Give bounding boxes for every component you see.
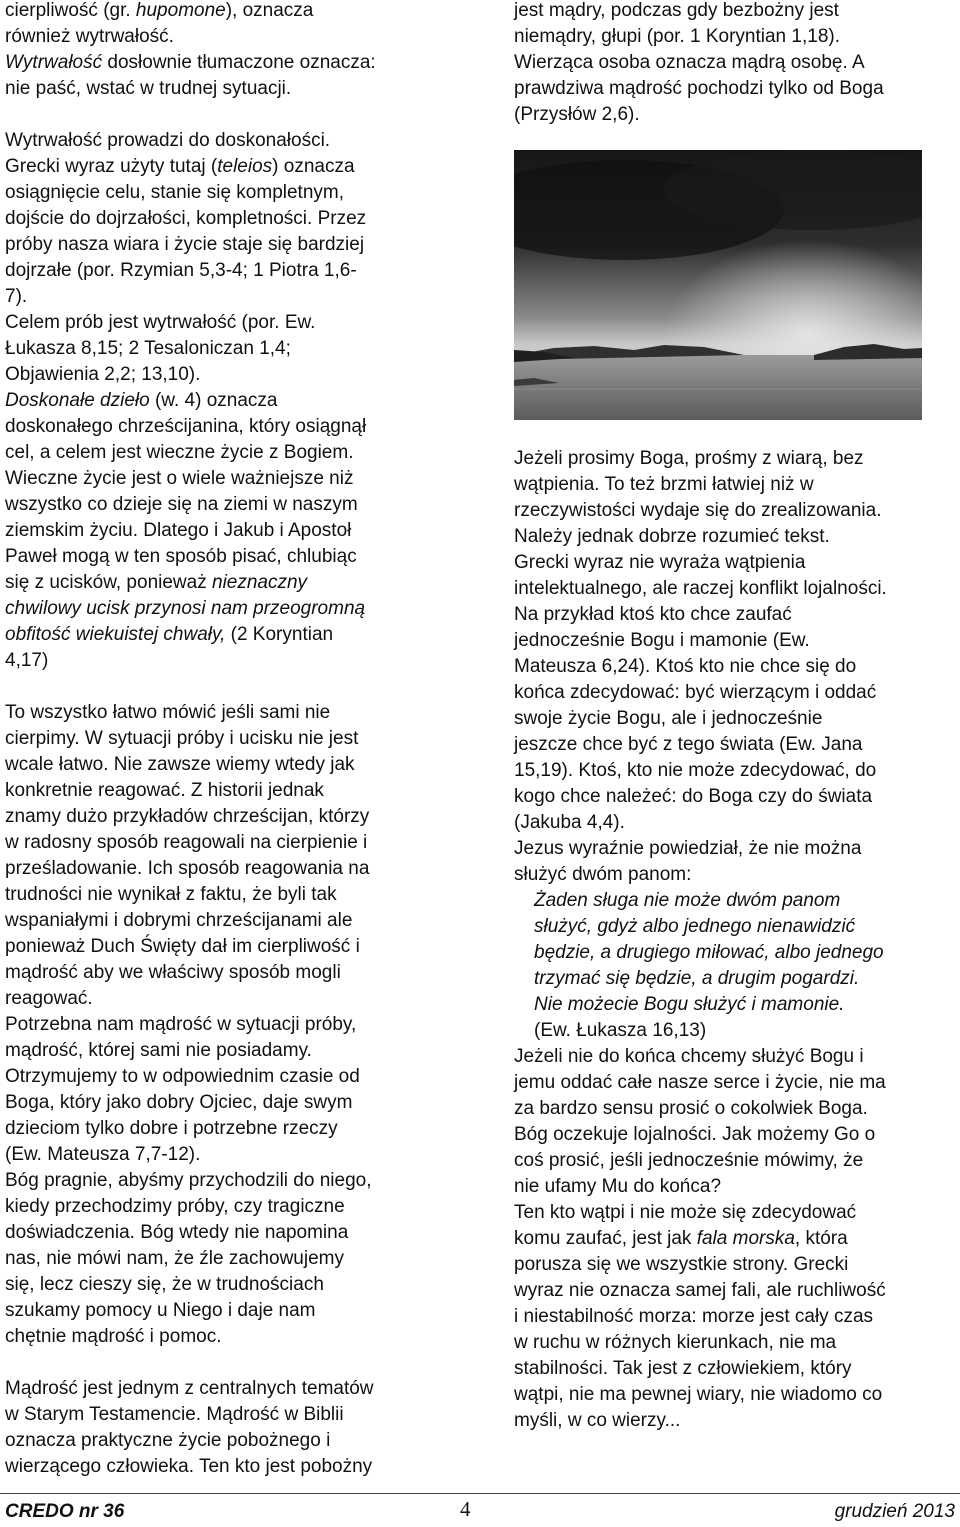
text-run: jemu oddać całe nasze serce i życie, nie ma	[514, 1072, 886, 1093]
text-run: dzieciom tylko dobre i potrzebne rzeczy	[5, 1118, 338, 1139]
text-line	[5, 1116, 445, 1142]
text-run: doświadczenia. Bóg wtedy nie napomina	[5, 1222, 349, 1243]
italic-text-run: fala morska	[696, 1228, 795, 1249]
text-line	[514, 732, 954, 758]
text-line	[514, 550, 954, 576]
text-run: wątpienia. To też brzmi łatwiej niż w	[514, 474, 814, 495]
text-line	[5, 986, 445, 1012]
text-run: (Ew. Łukasza 16,13)	[534, 1020, 707, 1041]
text-line	[5, 570, 445, 596]
text-run: , która	[794, 1228, 848, 1249]
text-run: Otrzymujemy to w odpowiednim czasie od	[5, 1066, 360, 1087]
text-run: Bóg oczekuje lojalności. Jak możemy Go o	[514, 1124, 876, 1145]
text-run: Łukasza 8,15; 2 Tesaloniczan 1,4;	[5, 338, 291, 359]
text-run: za bardzo sensu prosić o cokolwiek Boga.	[514, 1098, 868, 1119]
text-line	[5, 752, 445, 778]
text-run: Należy jednak dobrze rozumieć tekst.	[514, 526, 830, 547]
text-line	[5, 362, 445, 388]
text-run: (Jakuba 4,4).	[514, 812, 625, 833]
text-line	[514, 1122, 954, 1148]
text-run: Ten kto wątpi i nie może się zdecydować	[514, 1202, 857, 1223]
text-line	[514, 992, 954, 1018]
text-line	[514, 1304, 954, 1330]
text-line	[5, 310, 445, 336]
text-run: Grecki wyraz nie wyraża wątpienia	[514, 552, 806, 573]
text-run: komu zaufać, jest jak	[514, 1228, 697, 1249]
text-run: Celem prób jest wytrwałość (por. Ew.	[5, 312, 316, 333]
text-line	[5, 154, 445, 180]
text-line	[5, 700, 445, 726]
text-run: jednocześnie Bogu i mamonie (Ew.	[514, 630, 810, 651]
text-run: służyć dwóm panom:	[514, 864, 692, 885]
text-line	[5, 414, 445, 440]
text-line	[514, 836, 954, 862]
text-line	[514, 1252, 954, 1278]
text-line	[5, 1142, 445, 1168]
italic-text-run: Doskonałe dzieło	[5, 390, 150, 411]
right-column-top-text	[514, 0, 954, 128]
text-run: końca zdecydować: być wierzącym i oddać	[514, 682, 877, 703]
text-run: Paweł mogą w ten sposób pisać, chlubiąc	[5, 546, 357, 567]
text-run: kiedy przechodzimy próby, czy tragiczne	[5, 1196, 345, 1217]
text-run: konkretnie reagować. Z historii jednak	[5, 780, 324, 801]
text-run: To wszystko łatwo mówić jeśli sami nie	[5, 702, 331, 723]
text-run: się z ucisków, ponieważ	[5, 572, 212, 593]
text-line	[514, 1278, 954, 1304]
text-line	[5, 544, 445, 570]
italic-text-run: Wytrwałość	[5, 52, 103, 73]
text-line	[5, 1090, 445, 1116]
text-line	[5, 232, 445, 258]
text-run: 15,19). Ktoś, kto nie może zdecydować, do	[514, 760, 877, 781]
text-line	[5, 830, 445, 856]
text-line	[5, 908, 445, 934]
text-line	[5, 804, 445, 830]
text-line	[514, 1330, 954, 1356]
text-run: swoje życie Bogu, ale i jednocześnie	[514, 708, 823, 729]
text-line	[5, 440, 445, 466]
text-run: niemądry, głupi (por. 1 Koryntian 1,18).	[514, 26, 840, 47]
text-line	[514, 76, 954, 102]
text-line	[514, 758, 954, 784]
text-line	[514, 628, 954, 654]
text-line	[5, 1168, 445, 1194]
text-line	[514, 654, 954, 680]
text-run: oznacza praktyczne życie pobożnego i	[5, 1430, 331, 1451]
text-run: reagować.	[5, 988, 93, 1009]
text-run: w ruchu w różnych kierunkach, nie ma	[514, 1332, 837, 1353]
text-line	[514, 446, 954, 472]
text-run: Wierząca osoba oznacza mądrą osobę. A	[514, 52, 865, 73]
paragraph-gap	[5, 102, 445, 128]
text-line	[514, 1044, 954, 1070]
text-run: cierpimy. W sytuacji próby i ucisku nie jest	[5, 728, 359, 749]
text-run: Jeżeli nie do końca chcemy służyć Bogu i	[514, 1046, 864, 1067]
italic-text-run: Żaden sługa nie może dwóm panom	[534, 890, 841, 911]
text-line	[514, 1070, 954, 1096]
text-line	[5, 1324, 445, 1350]
text-line	[514, 1174, 954, 1200]
text-line	[5, 1038, 445, 1064]
text-line	[5, 466, 445, 492]
text-run: mądrość, której sami nie posiadamy.	[5, 1040, 312, 1061]
italic-text-run: obfitość wiekuistej chwały,	[5, 624, 226, 645]
page-footer	[0, 1493, 960, 1527]
text-run: (2 Koryntian	[225, 624, 334, 645]
text-run: 4,17)	[5, 650, 49, 671]
text-run: osiągnięcie celu, stanie się kompletnym,	[5, 182, 345, 203]
text-line	[514, 914, 954, 940]
text-run: wierzącego człowieka. Ten kto jest pobożny	[5, 1456, 373, 1477]
text-line	[514, 0, 954, 24]
text-line	[514, 706, 954, 732]
text-run: w radosny sposób reagowali na cierpienie i	[5, 832, 368, 853]
text-line	[514, 524, 954, 550]
paragraph-gap	[5, 1350, 445, 1376]
italic-text-run: teleios	[217, 156, 273, 177]
text-line	[5, 518, 445, 544]
text-run: myśli, w co wierzy...	[514, 1410, 681, 1431]
text-line	[5, 856, 445, 882]
italic-text-run: chwilowy ucisk przynosi nam przeogromną	[5, 598, 366, 619]
text-run: cierpliwość (gr.	[5, 0, 136, 21]
text-line	[5, 622, 445, 648]
text-run: Potrzebna nam mądrość w sytuacji próby,	[5, 1014, 357, 1035]
text-run: (w. 4) oznacza	[149, 390, 278, 411]
text-line	[5, 492, 445, 518]
text-run: cel, a celem jest wieczne życie z Bogiem.	[5, 442, 354, 463]
text-run: w Starym Testamencie. Mądrość w Biblii	[5, 1404, 344, 1425]
text-line	[5, 934, 445, 960]
text-run: wspaniałymi i dobrymi chrześcijanami ale	[5, 910, 353, 931]
text-line	[514, 862, 954, 888]
text-line	[514, 498, 954, 524]
text-line	[5, 284, 445, 310]
text-run: prawdziwa mądrość pochodzi tylko od Boga	[514, 78, 884, 99]
text-run: próby nasza wiara i życie staje się bardziej	[5, 234, 365, 255]
text-run: stabilności. Tak jest z człowiekiem, który	[514, 1358, 852, 1379]
text-line	[514, 472, 954, 498]
text-line	[5, 1220, 445, 1246]
text-line	[5, 1454, 445, 1480]
text-run: coś prosić, jeśli jednocześnie mówimy, że	[514, 1150, 864, 1171]
text-line	[5, 336, 445, 362]
text-run: ) oznacza	[272, 156, 355, 177]
footer-date: grudzień 2013	[834, 1501, 955, 1522]
text-run: intelektualnego, ale raczej konflikt lojalności.	[514, 578, 887, 599]
text-line	[5, 50, 445, 76]
text-line	[5, 128, 445, 154]
text-run: trudności nie wynikał z faktu, że byli tak	[5, 884, 337, 905]
text-run: Wytrwałość prowadzi do doskonałości.	[5, 130, 331, 151]
text-run: dosłownie tłumaczone oznacza:	[102, 52, 376, 73]
text-run: chętnie mądrość i pomoc.	[5, 1326, 222, 1347]
text-run: Wieczne życie jest o wiele ważniejsze niż	[5, 468, 354, 489]
text-line	[5, 1012, 445, 1038]
text-run: i niestabilność morza: morze jest cały czas	[514, 1306, 874, 1327]
text-run: Grecki wyraz użyty tutaj (	[5, 156, 218, 177]
text-line	[5, 258, 445, 284]
text-run: Jeżeli prosimy Boga, prośmy z wiarą, bez	[514, 448, 864, 469]
text-run: Objawienia 2,2; 13,10).	[5, 364, 201, 385]
italic-text-run: służyć, gdyż albo jednego nienawidzić	[534, 916, 856, 937]
text-run: porusza się we wszystkie strony. Grecki	[514, 1254, 849, 1275]
text-line	[5, 1428, 445, 1454]
text-line	[5, 1376, 445, 1402]
text-run: (Ew. Mateusza 7,7-12).	[5, 1144, 201, 1165]
italic-text-run: nieznaczny	[212, 572, 308, 593]
paragraph-gap	[5, 674, 445, 700]
text-line	[5, 726, 445, 752]
text-run: znamy dużo przykładów chrześcijan, którzy	[5, 806, 370, 827]
italic-text-run: hupomone	[135, 0, 226, 21]
text-line	[514, 888, 954, 914]
text-line	[5, 1246, 445, 1272]
footer-page-number: 4	[460, 1497, 471, 1521]
text-run: 7).	[5, 286, 28, 307]
text-line	[514, 784, 954, 810]
text-line	[514, 50, 954, 76]
footer-magazine-name: CREDO nr 36	[5, 1501, 125, 1522]
italic-text-run: trzymać się będzie, a drugim pogardzi.	[534, 968, 860, 989]
text-line	[514, 1226, 954, 1252]
right-column-bottom-text	[514, 446, 954, 1434]
text-line	[514, 24, 954, 50]
text-run: wszystko co dzieje się na ziemi w naszym	[5, 494, 358, 515]
text-run: rzeczywistości wydaje się do zrealizowania.	[514, 500, 882, 521]
text-line	[5, 0, 445, 24]
text-run: jeszcze chce być z tego świata (Ew. Jana	[514, 734, 863, 755]
text-run: doskonałego chrześcijanina, który osiągnął	[5, 416, 367, 437]
text-run: nie ufamy Mu do końca?	[514, 1176, 722, 1197]
text-line	[5, 180, 445, 206]
text-run: Na przykład ktoś kto chce zaufać	[514, 604, 792, 625]
text-run: ziemskim życiu. Dlatego i Jakub i Apostoł	[5, 520, 352, 541]
text-run: prześladowanie. Ich sposób reagowania na	[5, 858, 370, 879]
text-line	[5, 1272, 445, 1298]
text-run: ponieważ Duch Święty dał im cierpliwość i	[5, 936, 360, 957]
stormy-sea-photo	[514, 150, 922, 420]
text-line	[514, 966, 954, 992]
italic-text-run: Nie możecie Bogu służyć i mamonie.	[534, 994, 845, 1015]
text-run: nie paść, wstać w trudnej sytuacji.	[5, 78, 292, 99]
text-line	[5, 1402, 445, 1428]
text-line	[5, 1298, 445, 1324]
text-line	[5, 1194, 445, 1220]
text-run: (Przysłów 2,6).	[514, 104, 640, 125]
text-run: wątpi, nie ma pewnej wiary, nie wiadomo co	[514, 1384, 883, 1405]
text-run: wyraz nie oznacza samej fali, ale ruchliwość	[514, 1280, 886, 1301]
text-line	[5, 24, 445, 50]
text-run: dojście do dojrzałości, kompletności. Przez	[5, 208, 367, 229]
text-run: szukamy pomocy u Niego i daje nam	[5, 1300, 316, 1321]
text-line	[514, 102, 954, 128]
text-line	[514, 810, 954, 836]
text-line	[514, 1382, 954, 1408]
text-run: również wytrwałość.	[5, 26, 174, 47]
text-line	[5, 206, 445, 232]
text-run: nas, nie mówi nam, że źle zachowujemy	[5, 1248, 344, 1269]
text-line	[514, 1200, 954, 1226]
text-run: mądrość aby we właściwy sposób mogli	[5, 962, 341, 983]
text-run: ), oznacza	[225, 0, 314, 21]
text-line	[514, 940, 954, 966]
text-line	[514, 680, 954, 706]
text-line	[5, 882, 445, 908]
text-line	[514, 1408, 954, 1434]
text-run: Mądrość jest jednym z centralnych tematów	[5, 1378, 374, 1399]
left-column	[5, 0, 445, 1480]
text-line	[5, 388, 445, 414]
text-run: kogo chce należeć: do Boga czy do świata	[514, 786, 873, 807]
text-line	[5, 76, 445, 102]
text-line	[514, 1096, 954, 1122]
text-run: dojrzałe (por. Rzymian 5,3-4; 1 Piotra 1,6-	[5, 260, 357, 281]
text-run: się, lecz cieszy się, że w trudnościach	[5, 1274, 324, 1295]
text-run: Boga, który jako dobry Ojciec, daje swym	[5, 1092, 353, 1113]
text-line	[514, 602, 954, 628]
text-line	[514, 1148, 954, 1174]
text-run: Mateusza 6,24). Ktoś kto nie chce się do	[514, 656, 857, 677]
text-run: Jezus wyraźnie powiedział, że nie można	[514, 838, 862, 859]
text-line	[514, 1356, 954, 1382]
italic-text-run: będzie, a drugiego miłować, albo jednego	[534, 942, 884, 963]
text-line	[514, 1018, 954, 1044]
text-run: Bóg pragnie, abyśmy przychodzili do niego,	[5, 1170, 372, 1191]
text-run: wcale łatwo. Nie zawsze wiemy wtedy jak	[5, 754, 355, 775]
text-line	[5, 960, 445, 986]
text-line	[514, 576, 954, 602]
text-line	[5, 596, 445, 622]
right-column	[514, 0, 954, 1434]
text-line	[5, 1064, 445, 1090]
text-line	[5, 648, 445, 674]
text-line	[5, 778, 445, 804]
text-run: jest mądry, podczas gdy bezbożny jest	[514, 0, 839, 21]
